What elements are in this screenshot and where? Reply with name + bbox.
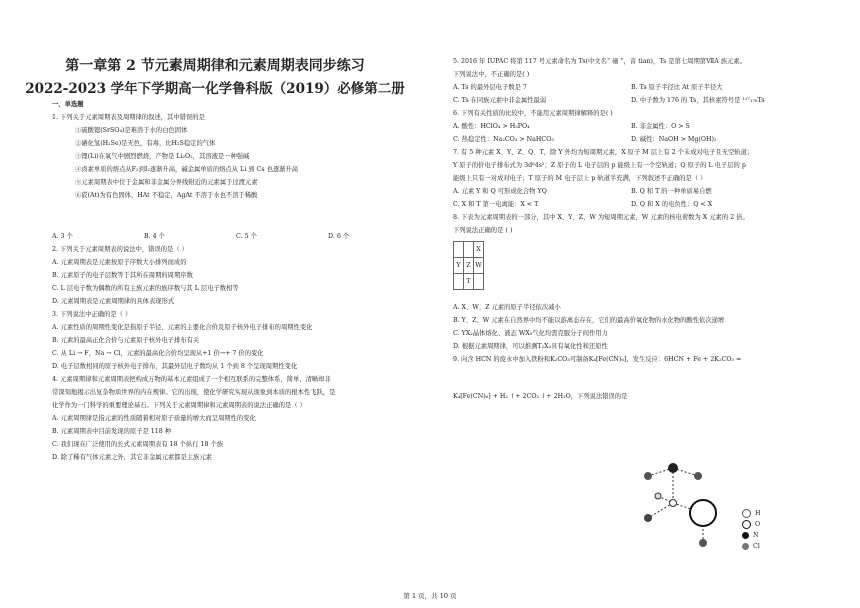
- table-cell: [464, 242, 474, 258]
- table-cell: X: [474, 242, 484, 258]
- hydrogen-dot-icon: [742, 509, 751, 518]
- q7-line-3: 能级上只有一对成对电子；T 原子的 M 电子层上 p 轨道半充满，下列叙述不正确的是（ ）: [453, 175, 707, 182]
- legend-label: N: [753, 532, 759, 539]
- q1-stem: 1. 下列关于元素周期表及周期律的叙述，其中错误的是: [52, 114, 205, 121]
- q8-option-a: A. X、W、Z 元素的原子半径依次减小: [453, 304, 561, 311]
- left-column: [52, 101, 422, 466]
- periodic-table-fragment: [453, 241, 484, 290]
- q5-options-row-2: [453, 96, 823, 109]
- legend-item: [742, 530, 761, 541]
- q3-stem: 3. 下列说法中正确的是（ ）: [52, 311, 132, 318]
- atom: [699, 539, 707, 547]
- q8-line-2: 下列说法正确的是 ( ): [453, 227, 513, 234]
- table-cell: [454, 274, 464, 290]
- q3-option-b: B. 元素的最高正化合价与元素原子核外电子排布有关: [52, 337, 200, 344]
- q8-option-c: C. YX₂晶体熔化、液态 WX₃气化均需克服分子间作用力: [453, 330, 608, 337]
- q1-item-4: ④卤素单质的熔点从F₂到I₂逐渐升高，碱金属单质的熔点从 Li 到 Cs 也逐渐升高: [75, 166, 299, 173]
- q1-options: [52, 232, 422, 245]
- q6-stem: 6. 下列有关性质的比较中，不能用元素周期律解释的是( ): [453, 110, 613, 117]
- q4-line-3: 化学作为一门科学的重要理论基石。下列关于元素周期律和元素周期表的说法正确的是（ ）: [52, 402, 306, 409]
- table-cell: Y: [454, 258, 464, 274]
- q5-option-d: D. 中子数为 176 的 Ts，其核素符号是 ¹¹⁷₁₇₆Ts: [631, 97, 765, 104]
- page-footer: 第 1 页，共 10 页: [403, 592, 457, 600]
- right-column: [453, 57, 823, 405]
- q4-option-d: D. 除了稀有气体元素之外，其它非金属元素都是主族元素: [52, 454, 212, 461]
- q7-option-d: D. Q 和 X 的电负性：Q < X: [631, 201, 713, 208]
- q6-option-b: B. 非金属性：O > S: [631, 123, 690, 130]
- q6-options-row-2: [453, 135, 823, 148]
- molecule-legend: [742, 508, 761, 552]
- q5-option-c: C. Ts 在同族元素中非金属性最弱: [453, 97, 547, 104]
- atom: [694, 472, 702, 480]
- q2-option-b: B. 元素原子的电子层数等于其所在周期的周期序数: [52, 272, 193, 279]
- q6-options-row-1: [453, 122, 823, 135]
- q3-option-a: A. 元素性质的周期性变化是指原子半径、元素的主要化合价及原子核外电子排布的周期性变化: [52, 324, 313, 331]
- q6-option-a: A. 酸性：HClO₄ > H₃PO₄: [453, 123, 530, 130]
- q1-item-6: ⑥砹(At)为有色固体，HAt 不稳定，AgAt 不溶于水也不溶于稀酸: [75, 192, 258, 199]
- q2-option-d: D. 元素周期表是元素周期律的具体表现形式: [52, 298, 175, 305]
- legend-label: H: [755, 510, 761, 517]
- q4-line-2: 常深刻地揭示出复杂物质世界的内在规律。它的出现，使化学研究实现从现象到本质的根本性飞跃，是: [52, 389, 336, 396]
- atom: [668, 463, 678, 473]
- atom: [644, 514, 652, 522]
- document-title: 第一章第 2 节元素周期律和元素周期表同步练习: [65, 58, 365, 74]
- chlorine-dot-icon: [742, 543, 749, 550]
- q8-option-d: D. 根据元素周期律，可以推测T₂X₃具有氧化性和还原性: [453, 343, 608, 350]
- q7-option-b: B. Q 和 T 的一种单质易自燃: [631, 188, 712, 195]
- nitrogen-dot-icon: [742, 532, 749, 539]
- atom: [690, 500, 716, 526]
- q4-line-1: 4. 元素周期律和元素周期表把构成万物的基本元素组成了一个相互联系的完整体系，简单、清晰却非: [52, 376, 331, 383]
- atom: [670, 500, 677, 507]
- q1-option-d: D. 6 个: [328, 233, 350, 240]
- q6-option-c: C. 热稳定性：Na₂CO₃ > NaHCO₃: [453, 136, 554, 143]
- q4-option-a: A. 元素周期律是指元素的性质随着相对原子质量的增大而呈周期性的变化: [52, 415, 256, 422]
- q8-table-wrap: [453, 239, 823, 303]
- q9-line-1: 9. 向含 HCN 的废水中加入铁粉和K₂CO₃可制备K₄[Fe(CN)₆]，发生反应：6HCN + Fe + 2K₂CO₃ =: [453, 356, 742, 363]
- table-cell: Z: [464, 258, 474, 274]
- q2-option-c: C. L 层电子数为偶数的所有主族元素的族序数与其 L 层电子数相等: [52, 285, 239, 292]
- table-cell: T: [464, 274, 474, 290]
- q7-line-1: 7. 有 5 种元素 X、Y、Z、Q、T，除 Y 外均为短周期元素，X 原子 M 层上有 2 个未成对电子且无空轨道；: [453, 149, 754, 156]
- q7-line-2: Y 原子的价电子排布式为 3d⁶4s²；Z 原子的 L 电子层的 p 能级上有一个空轨道；Q 原子的 L 电子层的 p: [453, 162, 746, 169]
- table-cell: [474, 274, 484, 290]
- q9-line-2: K₄[Fe(CN)₆] + H₂ ↑+ 2CO₂ ↑+ 2H₂O，下列说法错误的是: [453, 393, 628, 400]
- q4-option-b: B. 元素周期表中目前发现的原子是 118 种: [52, 428, 172, 435]
- q8-line-1: 8. 下表为元素周期表的一部分，其中 X、Y、Z、W 为短周期元素，W 元素的核电荷数为 X 元素的 2 倍。: [453, 214, 749, 221]
- q4-option-c: C. 我们现在广泛使用的长式元素周期表有 18 个纵行 18 个族: [52, 441, 224, 448]
- q5-option-a: A. Ts 的最外层电子数是 7: [453, 84, 527, 91]
- atom: [655, 493, 661, 499]
- q1-item-2: ②硒化氢(H₂Se)是无色，有毒，比H₂S稳定的气体: [75, 140, 216, 147]
- legend-item: [742, 541, 761, 552]
- table-cell: [454, 242, 464, 258]
- atom: [644, 472, 652, 480]
- q7-options-row-1: [453, 187, 823, 200]
- legend-item: [742, 508, 761, 519]
- section-heading: 一、单选题: [52, 101, 84, 108]
- q5-stem-2: 下列说法中，不正确的是( ): [453, 71, 530, 78]
- q5-options-row-1: [453, 83, 823, 96]
- legend-item: [742, 519, 761, 530]
- document-subtitle: 2022-2023 学年下学期高一化学鲁科版（2019）必修第二册: [25, 81, 405, 97]
- q7-option-c: C. X 和 T 第一电离能：X < T: [453, 201, 539, 208]
- q1-item-3: ③锂(Li)在氧气中剧烈燃烧，产物是 Li₂O₂，其溶液是一种强碱: [75, 153, 250, 160]
- legend-label: O: [755, 521, 761, 528]
- q3-option-d: D. 电子层数相同的原子核外电子排布，其最外层电子数均从 1 个到 8 个呈现周期性变化: [52, 363, 298, 370]
- q7-options-row-2: [453, 200, 823, 213]
- q1-option-b: B. 4 个: [144, 233, 165, 240]
- q5-option-b: B. Ts 原子半径比 At 原子半径大: [631, 84, 723, 91]
- oxygen-dot-icon: [742, 520, 751, 529]
- q7-option-a: A. 元素 Y 和 Q 可形成化合物 YQ: [453, 188, 547, 195]
- q6-option-d: D. 碱性：NaOH > Mg(OH)₂: [631, 136, 717, 143]
- q1-option-c: C. 5 个: [236, 233, 257, 240]
- q2-stem: 2. 下列关于元素周期表的说法中，错误的是（ ）: [52, 246, 188, 253]
- legend-label: Cl: [753, 543, 760, 550]
- q8-option-b: B. Y、Z、W 元素在自然界中均不能以游离态存在，它们的最高价氧化物的水化物的酸性依次递增: [453, 317, 725, 324]
- q1-option-a: A. 3 个: [52, 233, 73, 240]
- table-cell: W: [474, 258, 484, 274]
- q2-option-a: A. 元素周期表是元素按原子序数大小排列而成的: [52, 259, 187, 266]
- q3-option-c: C. 从 Li → F，Na → Cl，元素的最高化合价均呈现从+1 价→+ 7 价的变化: [52, 350, 264, 357]
- q5-stem: 5. 2016 年 IUPAC 将第 117 号元素命名为 Ts(中文名“ 鿬 ”，音 tian)，Ts 是第七周期第ⅦA 族元素。: [453, 58, 746, 65]
- q1-item-1: ①硫酸锶(SrSO₄)是难溶于水的白色固体: [75, 127, 188, 134]
- q1-item-5: ⑤元素周期表中位于金属和非金属分界线附近的元素属于过渡元素: [75, 179, 258, 186]
